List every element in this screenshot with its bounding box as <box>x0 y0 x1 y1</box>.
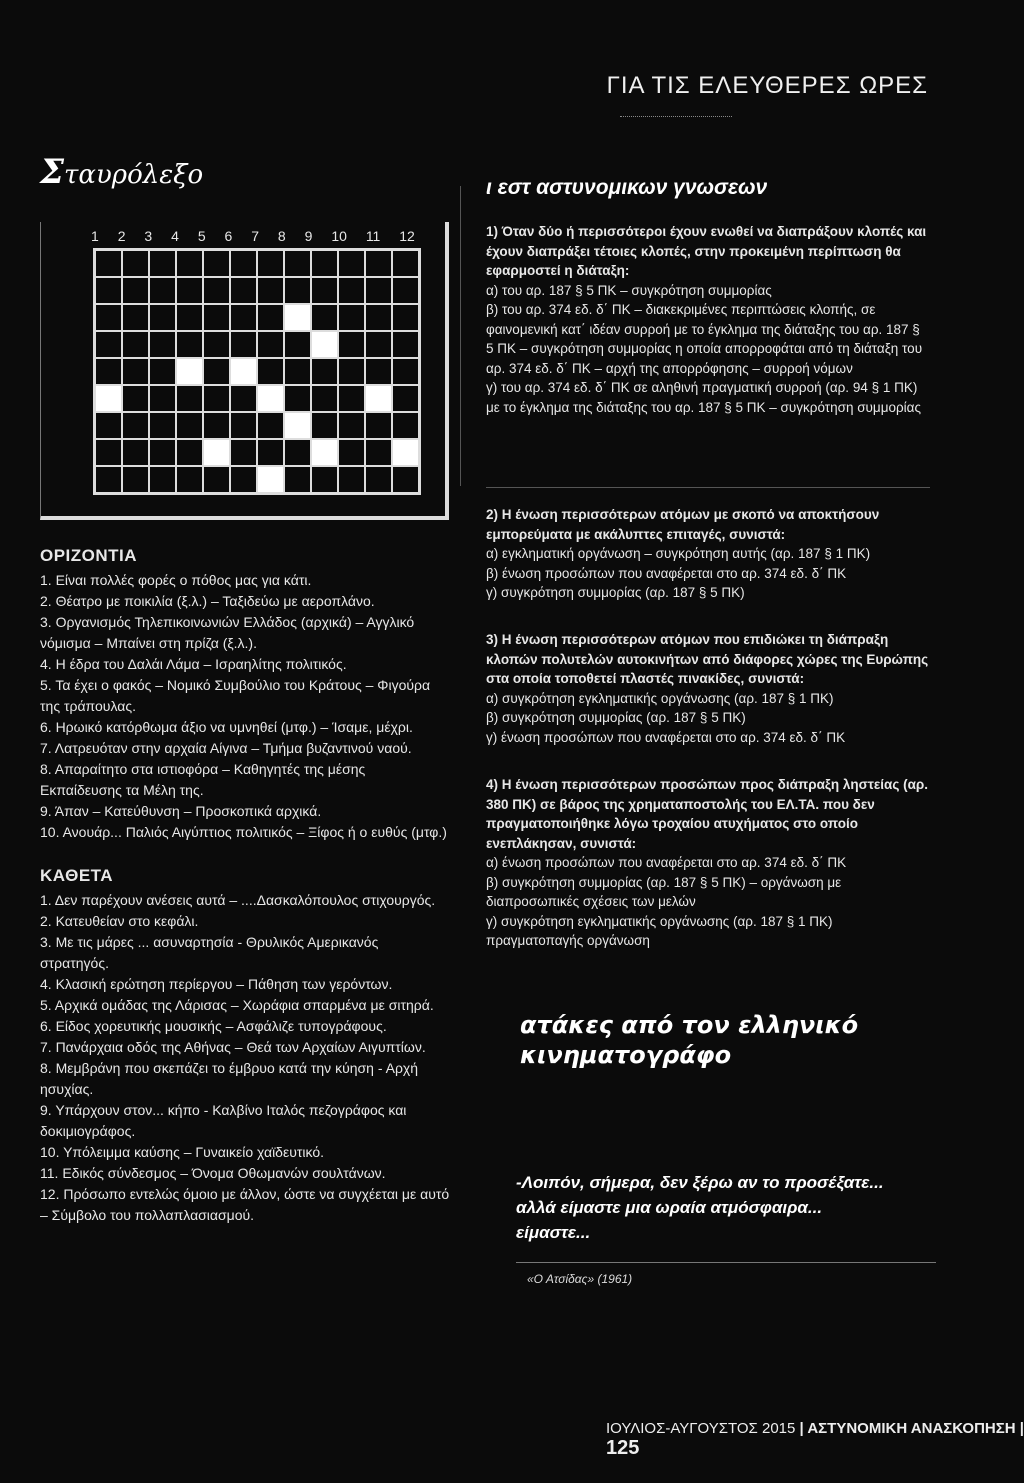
column-number: 12 <box>399 228 415 244</box>
crossword-cell[interactable] <box>122 385 149 412</box>
crossword-cell[interactable] <box>257 331 284 358</box>
crossword-cell[interactable] <box>176 385 203 412</box>
horizontal-clue: 8. Απαραίτητο στα ιστιοφόρα – Καθηγητές της μέσης Εκπαίδευσης τα Μέλη της. <box>40 761 366 798</box>
horizontal-clue: 3. Οργανισμός Τηλεπικοινωνιών Ελλάδος (αρχικά) – Αγγλικό νόμισμα – Μπαίνει στη πρίζα (ξ.λ.). <box>40 614 415 651</box>
crossword-cell[interactable] <box>176 439 203 466</box>
cinema-film: «Ο Ατσίδας» (1961) <box>527 1272 633 1286</box>
page-footer: ΙΟΥΛΙΟΣ-ΑΥΓΟΥΣΤΟΣ 2015 | ΑΣΤΥΝΟΜΙΚΗ ΑΝΑΣΚΟΠΗΣΗ | 125 <box>606 1420 1024 1459</box>
clues-section <box>40 545 450 1226</box>
answer-c: γ) ένωση προσώπων που αναφέρεται στο αρ. 374 εδ. δ΄ ΠΚ <box>486 729 846 745</box>
cinema-quote: -Λοιπόν, σήμερα, δεν ξέρω αν το προσέξατε... αλλά είμαστε μια ωραία ατμόσφαιρα... είμαστε... <box>516 1173 884 1242</box>
crossword-cell[interactable] <box>392 250 419 277</box>
crossword-cell[interactable] <box>338 439 365 466</box>
answer-c: γ) του αρ. 374 εδ. δ΄ ΠΚ σε αληθινή πραγματική συρροή (αρ. 94 § 1 ΠΚ) με το έγκλημα της διάταξης του αρ. 187 § 5 ΠΚ – συγκρότηση συμμορίας <box>486 380 921 415</box>
question-text: 2) Η ένωση περισσότερων ατόμων με σκοπό να αποκτήσουν εμπορεύματα με ακάλυπτες επιταγές, συνιστά: <box>486 507 880 542</box>
vertical-clue: 9. Υπάρχουν στον... κήπο - Καλβίνο Ιταλός πεζογράφος και δοκιμιογράφος. <box>40 1102 407 1139</box>
question-text: 3) Η ένωση περισσότερων ατόμων που επιδιώκει τη διάπραξη κλοπών πολυτελών αυτοκινήτων από διάφορες χώρες της Ευρώπης στα οποία τοποθετεί πλαστές πινακίδες, συνιστά: <box>486 632 929 686</box>
crossword-cell[interactable] <box>338 412 365 439</box>
crossword-cell[interactable] <box>176 277 203 304</box>
crossword-cell[interactable] <box>311 385 338 412</box>
crossword-title <box>40 152 203 192</box>
crossword-cell[interactable] <box>257 358 284 385</box>
vertical-clue: 6. Είδος χορευτικής μουσικής – Ασφάλιζε τυπογράφους. <box>40 1018 387 1034</box>
crossword-cell[interactable] <box>122 412 149 439</box>
crossword-cell[interactable] <box>257 277 284 304</box>
crossword-column-numbers <box>91 228 415 244</box>
answer-a: α) εγκληματική οργάνωση – συγκρότηση αυτής (αρ. 187 § 1 ΠΚ) <box>486 546 871 561</box>
crossword-cell[interactable] <box>392 277 419 304</box>
horizontal-clues <box>40 570 450 843</box>
answer-c: γ) συγκρότηση συμμορίας (αρ. 187 § 5 ΠΚ) <box>486 585 745 600</box>
section-header: ΓΙΑ ΤΙΣ ΕΛΕΥΘΕΡΕΣ ΩΡΕΣ <box>606 72 928 99</box>
cinema-title-line2: κινηματογράφο <box>520 1041 732 1069</box>
crossword-cell[interactable] <box>149 358 176 385</box>
crossword-block <box>176 358 203 385</box>
crossword-block <box>365 385 392 412</box>
horizontal-clue: 1. Είναι πολλές φορές ο πόθος μας για κάτι. <box>40 572 312 588</box>
question-text: 4) Η ένωση περισσότερων προσώπων προς διάπραξη ληστείας (αρ. 380 ΠΚ) σε βάρος της χρηματαποστολής του ΕΛ.ΤΑ. που δεν πραγματοποιήθηκε λόγω τροχαίου ατυχήματος στο οποίο ενεπλάκησαν, συνιστά: <box>486 777 929 851</box>
crossword-cell[interactable] <box>392 358 419 385</box>
crossword-cell[interactable] <box>122 277 149 304</box>
answer-a: α) συγκρότηση εγκληματικής οργάνωσης (αρ. 187 § 1 ΠΚ) <box>486 690 834 706</box>
crossword-title-cap: Σ <box>40 152 65 192</box>
vertical-clue: 3. Με τις μάρες ... ασυναρτησία - Θρυλικός Αμερικανός στρατηγός. <box>40 934 379 971</box>
crossword-cell[interactable] <box>149 385 176 412</box>
vertical-clue: 7. Πανάρχαια οδός της Αθήνας – Θεά των Αρχαίων Αιγυπτίων. <box>40 1039 426 1055</box>
vertical-clue: 11. Εδικός σύνδεσμος – Όνομα Οθωμανών σουλτάνων. <box>40 1165 386 1181</box>
vertical-heading: ΚΑΘΕΤΑ <box>40 866 114 885</box>
column-number: 3 <box>144 228 153 244</box>
crossword-cell[interactable] <box>149 250 176 277</box>
crossword-cell[interactable] <box>284 439 311 466</box>
crossword-block <box>311 331 338 358</box>
crossword-cell[interactable] <box>338 277 365 304</box>
crossword-cell[interactable] <box>257 439 284 466</box>
column-number: 9 <box>304 228 313 244</box>
horizontal-clue: 10. Ανουάρ... Παλιός Αιγύπτιος πολιτικός – Ξίφος ή ο ευθύς (μτφ.) <box>40 824 447 840</box>
crossword-cell[interactable] <box>230 331 257 358</box>
horizontal-clue: 6. Ηρωικό κατόρθωμα άξιο να υμνηθεί (μτφ.) – Ίσαμε, μέχρι. <box>40 719 413 735</box>
crossword-cell[interactable] <box>284 250 311 277</box>
crossword-cell[interactable] <box>365 358 392 385</box>
column-number: 11 <box>365 228 381 244</box>
crossword-cell[interactable] <box>95 466 122 493</box>
vertical-clue: 1. Δεν παρέχουν ανέσεις αυτά – ....Δασκαλόπουλος στιχουργός. <box>40 892 436 908</box>
horizontal-clue: 4. Η έδρα του Δαλάι Λάμα – Ισραηλίτης πολιτικός. <box>40 656 347 672</box>
crossword-cell[interactable] <box>230 385 257 412</box>
answer-a: α) ένωση προσώπων που αναφέρεται στο αρ. 374 εδ. δ΄ ΠΚ <box>486 855 847 870</box>
crossword-cell[interactable] <box>284 358 311 385</box>
quiz-question-1 <box>486 222 930 417</box>
crossword-cell[interactable] <box>392 304 419 331</box>
crossword-cell[interactable] <box>311 304 338 331</box>
column-number: 1 <box>91 228 99 244</box>
answer-a: α) του αρ. 187 § 5 ΠΚ – συγκρότηση συμμορίας <box>486 282 772 298</box>
vertical-clue: 10. Υπόλειμμα καύσης – Γυναικείο χαϊδευτικό. <box>40 1144 325 1160</box>
crossword-cell[interactable] <box>176 304 203 331</box>
crossword-cell[interactable] <box>95 331 122 358</box>
quiz-divider <box>486 487 930 488</box>
crossword-cell[interactable] <box>392 466 419 493</box>
answer-b: β) του αρ. 374 εδ. δ΄ ΠΚ – διακεκριμένες περιπτώσεις κλοπής, σε φαινομενική κατ΄ ιδέαν συρροή με το έγκλημα της διάταξης του αρ. 187 § 5 ΠΚ – συγκρότηση συμμορίας η οποία απορροφάται από τη διάταξη του αρ. 374 εδ. δ΄ ΠΚ – αρχή της απορρόφησης – συρροή νόμων <box>486 302 923 376</box>
crossword-cell[interactable] <box>230 412 257 439</box>
question-text: 1) Όταν δύο ή περισσότεροι έχουν ενωθεί να διαπράξουν κλοπές και έχουν διαπράξει τέτοιες κλοπές, στην προκειμένη περίπτωση θα εφαρμοστεί η διάταξη: <box>486 224 927 278</box>
crossword-cell[interactable] <box>95 277 122 304</box>
crossword-cell[interactable] <box>392 331 419 358</box>
horizontal-clue: 5. Τα έχει ο φακός – Νομικό Συμβούλιο του Κράτους – Φιγούρα της τράπουλας. <box>40 677 431 714</box>
header-divider <box>620 116 732 117</box>
crossword-panel <box>40 222 449 520</box>
crossword-cell[interactable] <box>257 250 284 277</box>
column-number: 7 <box>251 228 260 244</box>
crossword-block <box>230 358 257 385</box>
crossword-cell[interactable] <box>149 277 176 304</box>
quiz-title: ι εστ αστυνομικων γνωσεων <box>486 176 768 199</box>
answer-b: β) ένωση προσώπων που αναφέρεται στο αρ. 374 εδ. δ΄ ΠΚ <box>486 565 847 581</box>
vertical-clue: 5. Αρχικά ομάδας της Λάρισας – Χωράφια σπαρμένα με σιτηρά. <box>40 997 434 1013</box>
column-divider <box>460 186 461 486</box>
column-number: 8 <box>277 228 286 244</box>
crossword-grid <box>93 248 421 495</box>
crossword-cell[interactable] <box>338 250 365 277</box>
horizontal-clue: 7. Λατρευόταν στην αρχαία Αίγινα – Τμήμα βυζαντινού ναού. <box>40 740 412 756</box>
crossword-cell[interactable] <box>311 277 338 304</box>
crossword-block <box>257 385 284 412</box>
vertical-clues <box>40 890 450 1226</box>
answer-b: β) συγκρότηση συμμορίας (αρ. 187 § 5 ΠΚ) <box>486 710 746 725</box>
crossword-block <box>203 439 230 466</box>
crossword-cell[interactable] <box>284 385 311 412</box>
vertical-clue: 12. Πρόσωπο εντελώς όμοιο με άλλον, ώστε να συγχέεται με αυτό – Σύμβολο του πολλαπλασιασμού. <box>40 1186 450 1223</box>
crossword-cell[interactable] <box>392 412 419 439</box>
crossword-cell[interactable] <box>122 466 149 493</box>
crossword-cell[interactable] <box>284 466 311 493</box>
crossword-cell[interactable] <box>365 466 392 493</box>
crossword-cell[interactable] <box>365 304 392 331</box>
crossword-cell[interactable] <box>365 250 392 277</box>
crossword-cell[interactable] <box>230 250 257 277</box>
answer-b: β) συγκρότηση συμμορίας (αρ. 187 § 5 ΠΚ) – οργάνωση με διαπροσωπικές σχέσεις των μελών <box>486 874 842 909</box>
crossword-cell[interactable] <box>203 277 230 304</box>
footer-issue: ΙΟΥΛΙΟΣ-ΑΥΓΟΥΣΤΟΣ 2015 <box>606 1420 796 1437</box>
crossword-cell[interactable] <box>230 304 257 331</box>
crossword-cell[interactable] <box>176 331 203 358</box>
vertical-clue: 2. Κατευθείαν στο κεφάλι. <box>40 913 199 929</box>
crossword-cell[interactable] <box>203 385 230 412</box>
crossword-cell[interactable] <box>230 277 257 304</box>
crossword-cell[interactable] <box>122 250 149 277</box>
quiz-question-4 <box>486 775 930 951</box>
crossword-cell[interactable] <box>392 385 419 412</box>
column-number: 2 <box>117 228 126 244</box>
crossword-cell[interactable] <box>95 412 122 439</box>
crossword-block <box>257 466 284 493</box>
footer-magazine: ΑΣΤΥΝΟΜΙΚΗ ΑΝΑΣΚΟΠΗΣΗ <box>807 1420 1016 1437</box>
page-number: 125 <box>606 1437 640 1459</box>
crossword-cell[interactable] <box>122 304 149 331</box>
crossword-block <box>392 439 419 466</box>
crossword-cell[interactable] <box>284 331 311 358</box>
column-number: 10 <box>331 228 347 244</box>
crossword-cell[interactable] <box>365 277 392 304</box>
horizontal-clue: 9. Άπαν – Κατεύθυνση – Προσκοπικά αρχικά. <box>40 803 322 819</box>
crossword-title-rest: ταυρόλεξο <box>64 160 204 190</box>
crossword-cell[interactable] <box>338 466 365 493</box>
crossword-cell[interactable] <box>311 358 338 385</box>
crossword-cell[interactable] <box>176 466 203 493</box>
crossword-cell[interactable] <box>311 466 338 493</box>
vertical-clue: 4. Κλασική ερώτηση περίεργου – Πάθηση των γερόντων. <box>40 976 393 992</box>
crossword-block <box>284 412 311 439</box>
crossword-cell[interactable] <box>365 412 392 439</box>
cinema-title-line1: ατάκες από τον ελληνικό <box>520 1011 859 1039</box>
crossword-cell[interactable] <box>257 412 284 439</box>
crossword-cell[interactable] <box>149 412 176 439</box>
crossword-cell[interactable] <box>311 250 338 277</box>
crossword-cell[interactable] <box>203 358 230 385</box>
crossword-cell[interactable] <box>338 331 365 358</box>
crossword-block <box>311 439 338 466</box>
quote-divider <box>516 1262 936 1263</box>
crossword-block <box>95 385 122 412</box>
crossword-block <box>284 304 311 331</box>
answer-c: γ) συγκρότηση εγκληματικής οργάνωσης (αρ. 187 § 1 ΠΚ) πραγματοπαγής οργάνωση <box>486 913 833 948</box>
crossword-cell[interactable] <box>257 304 284 331</box>
crossword-cell[interactable] <box>365 331 392 358</box>
crossword-cell[interactable] <box>149 466 176 493</box>
crossword-cell[interactable] <box>203 466 230 493</box>
column-number: 4 <box>171 228 179 244</box>
crossword-cell[interactable] <box>338 358 365 385</box>
crossword-cell[interactable] <box>203 304 230 331</box>
crossword-cell[interactable] <box>230 439 257 466</box>
crossword-cell[interactable] <box>203 331 230 358</box>
crossword-cell[interactable] <box>95 358 122 385</box>
crossword-cell[interactable] <box>122 358 149 385</box>
crossword-cell[interactable] <box>122 439 149 466</box>
quiz-question-2 <box>486 505 930 603</box>
crossword-cell[interactable] <box>95 439 122 466</box>
crossword-cell[interactable] <box>338 304 365 331</box>
horizontal-heading: ΟΡΙΖΟΝΤΙΑ <box>40 546 138 565</box>
crossword-cell[interactable] <box>230 466 257 493</box>
quiz-question-3 <box>486 630 930 747</box>
crossword-cell[interactable] <box>365 439 392 466</box>
crossword-cell[interactable] <box>203 250 230 277</box>
crossword-cell[interactable] <box>95 250 122 277</box>
crossword-cell[interactable] <box>149 439 176 466</box>
crossword-cell[interactable] <box>338 385 365 412</box>
crossword-cell[interactable] <box>311 412 338 439</box>
crossword-cell[interactable] <box>122 331 149 358</box>
crossword-cell[interactable] <box>176 250 203 277</box>
crossword-cell[interactable] <box>149 304 176 331</box>
crossword-cell[interactable] <box>284 277 311 304</box>
vertical-clue: 8. Μεμβράνη που σκεπάζει το έμβρυο κατά την κύηση - Αρχή ησυχίας. <box>40 1060 419 1097</box>
crossword-cell[interactable] <box>149 331 176 358</box>
horizontal-clue: 2. Θέατρο με ποικιλία (ξ.λ.) – Ταξιδεύω με αεροπλάνο. <box>40 593 375 609</box>
cinema-title <box>520 1010 858 1070</box>
column-number: 5 <box>197 228 206 244</box>
crossword-cell[interactable] <box>95 304 122 331</box>
crossword-cell[interactable] <box>203 412 230 439</box>
column-number: 6 <box>224 228 233 244</box>
crossword-cell[interactable] <box>176 412 203 439</box>
